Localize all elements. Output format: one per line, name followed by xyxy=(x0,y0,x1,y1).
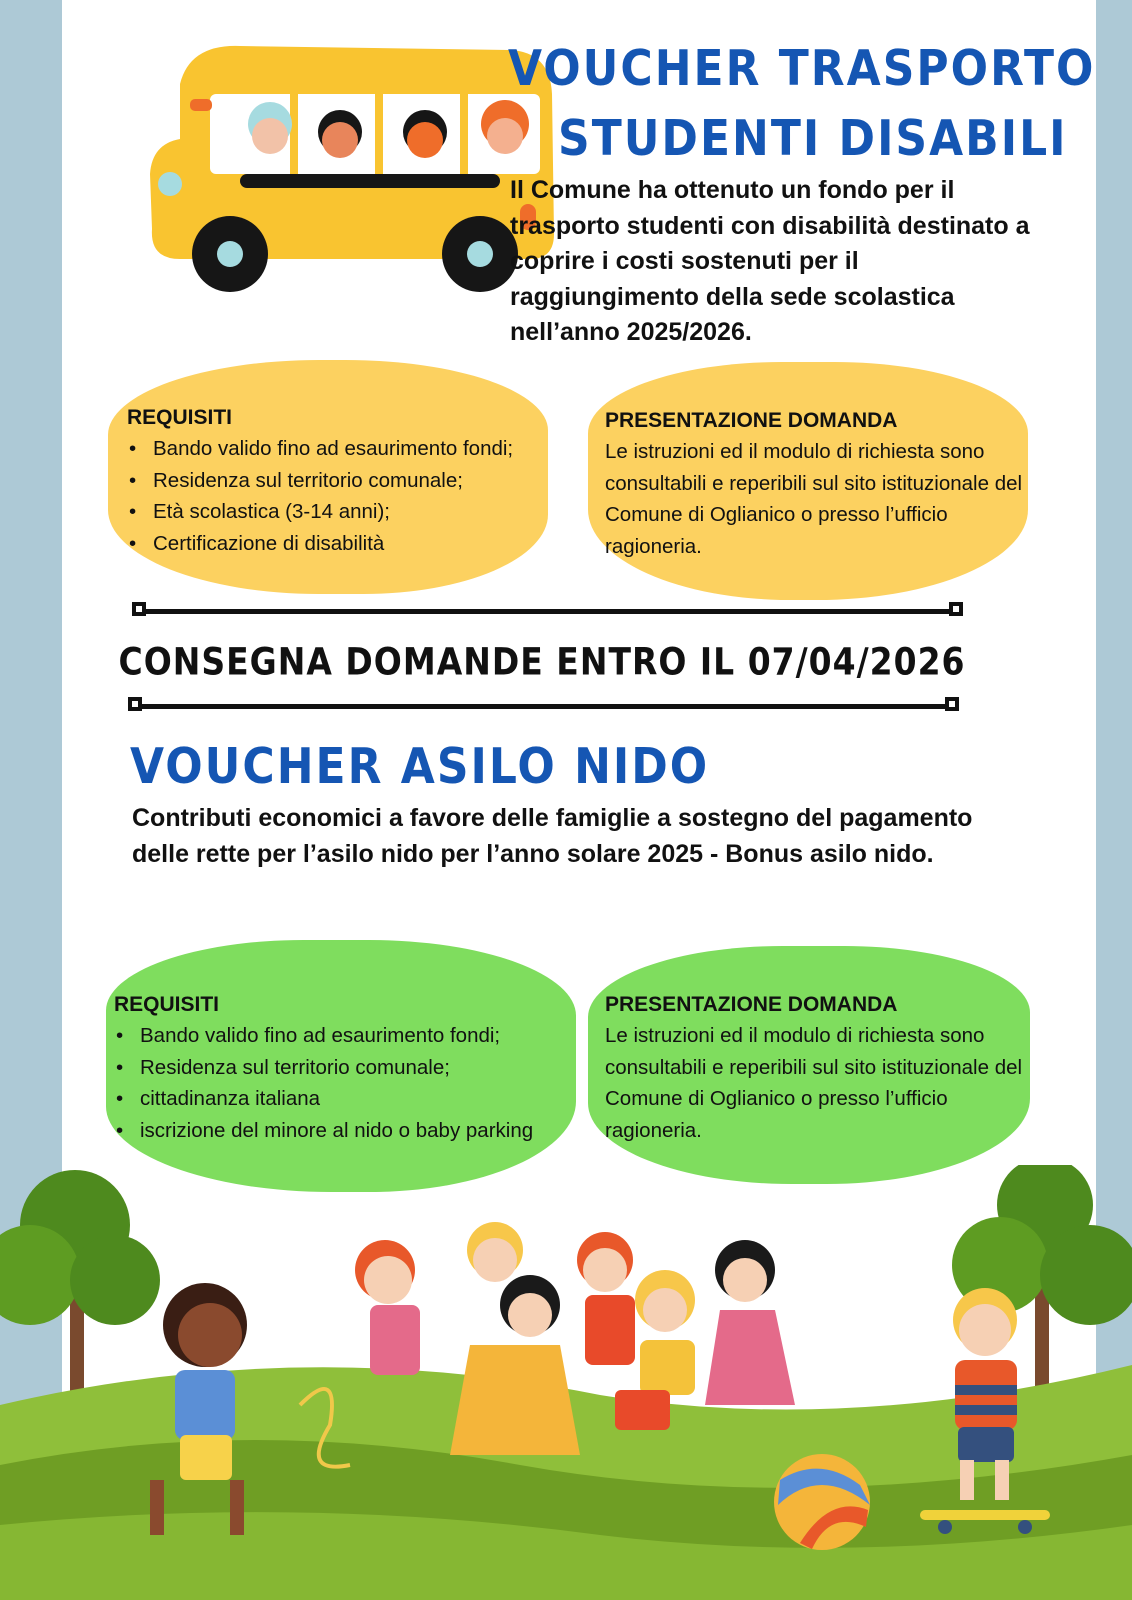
presentazione-text-2: Le istruzioni ed il modulo di richiesta sono consultabili e reperibili sul sito istituzionale del Comune di Oglianico o presso l’ufficio ragioneria. xyxy=(605,1024,1023,1143)
divider-bottom xyxy=(136,704,951,709)
divider-cap xyxy=(945,697,959,711)
list-item: • cittadinanza italiana xyxy=(114,1083,533,1115)
presentazione-text-1: Le istruzioni ed il modulo di richiesta sono consultabili e reperibili sul sito istituzionale del Comune di Oglianico o presso l’ufficio ragioneria. xyxy=(605,440,1023,559)
divider-cap xyxy=(132,602,146,616)
section1-title-line1: VOUCHER TRASPORTO xyxy=(508,40,1096,98)
presentazione-box-1 xyxy=(605,406,1045,563)
section2-title: VOUCHER ASILO NIDO xyxy=(130,738,710,796)
list-item: • Certificazione di disabilità xyxy=(127,528,513,560)
divider-cap xyxy=(128,697,142,711)
presentazione-box-2 xyxy=(605,990,1045,1147)
deadline-banner: CONSEGNA DOMANDE ENTRO IL 07/04/2026 xyxy=(118,640,966,684)
list-item: • Bando valido fino ad esaurimento fondi; xyxy=(127,433,513,465)
list-item: • Bando valido fino ad esaurimento fondi; xyxy=(114,1020,533,1052)
list-item: • Residenza sul territorio comunale; xyxy=(127,465,513,497)
requisiti-heading-2: REQUISITI xyxy=(114,993,220,1016)
requisiti-box-2 xyxy=(114,990,533,1147)
children-playing-illustration xyxy=(0,1165,1132,1600)
section2-intro: Contributi economici a favore delle famiglie a sostegno del pagamento delle rette per l’asilo nido per l’anno solare 2025 - Bonus asilo nido. xyxy=(132,804,973,868)
section1-title-line2: STUDENTI DISABILI xyxy=(558,110,1068,168)
presentazione-heading-2: PRESENTAZIONE DOMANDA xyxy=(605,993,898,1016)
divider-cap xyxy=(949,602,963,616)
divider-top xyxy=(140,609,955,614)
list-item: • Età scolastica (3-14 anni); xyxy=(127,496,513,528)
section1-intro: Il Comune ha ottenuto un fondo per il trasporto studenti con disabilità destinato a coprire i costi sostenuti per il raggiungimento della sede scolastica nell’anno 2025/2026. xyxy=(510,176,1030,346)
presentazione-heading-1: PRESENTAZIONE DOMANDA xyxy=(605,409,898,432)
list-item: • iscrizione del minore al nido o baby parking xyxy=(114,1115,533,1147)
list-item: • Residenza sul territorio comunale; xyxy=(114,1052,533,1084)
requisiti-heading-1: REQUISITI xyxy=(127,406,233,429)
requisiti-box-1 xyxy=(127,403,513,560)
requisiti-list-1 xyxy=(127,433,513,560)
requisiti-list-2 xyxy=(114,1020,533,1147)
